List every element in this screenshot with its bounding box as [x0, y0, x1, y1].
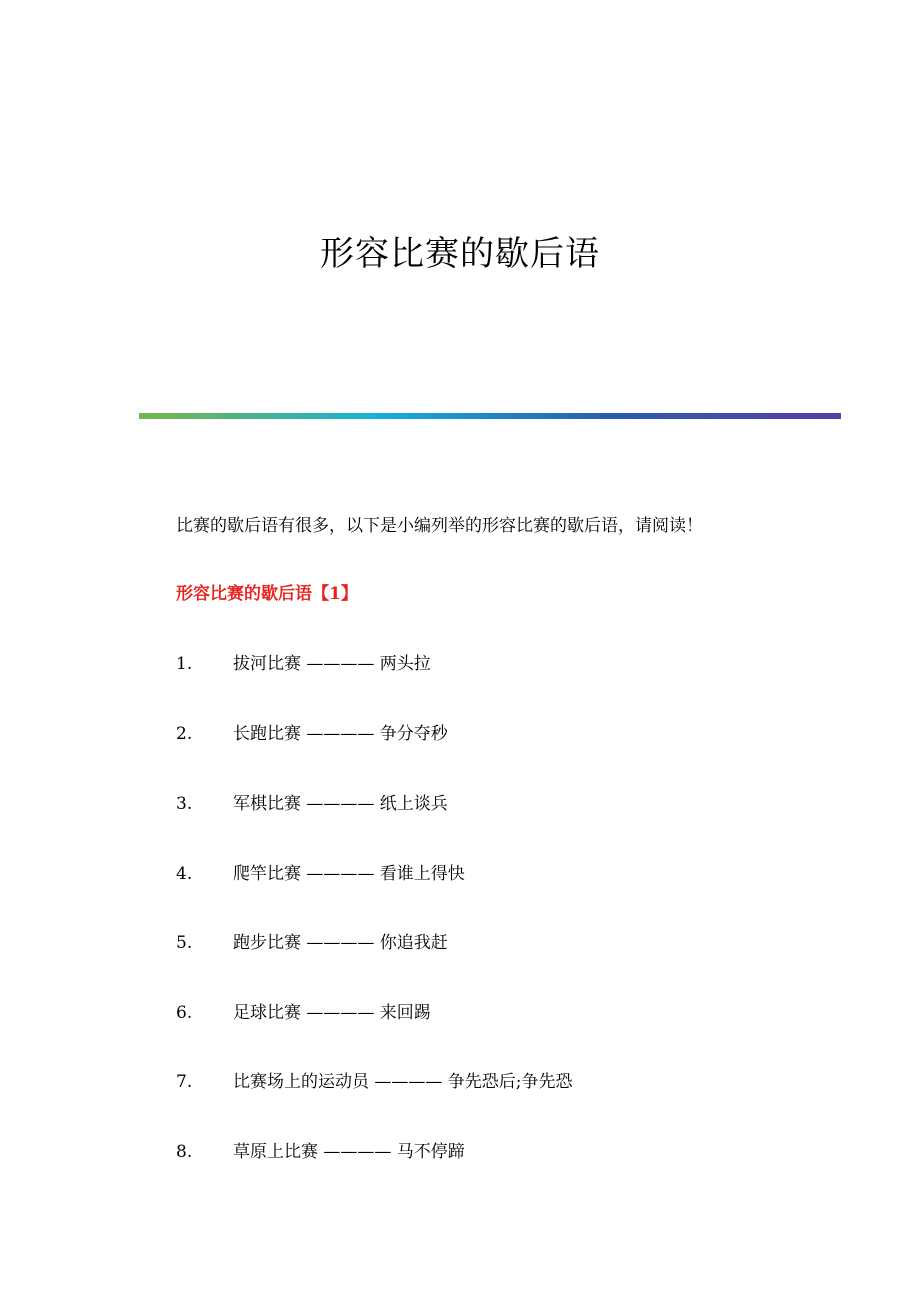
- list-item: [176, 720, 448, 748]
- list-item-number: 8.: [176, 1142, 193, 1162]
- list-item-text: 爬竿比赛 ———— 看谁上得快: [233, 864, 465, 884]
- list-item-text: 草原上比赛 ———— 马不停蹄: [233, 1142, 465, 1162]
- page-title: 形容比赛的歇后语: [320, 234, 600, 274]
- title-divider: [139, 413, 841, 419]
- section-heading: 形容比赛的歇后语【1】: [176, 584, 358, 604]
- list-item-number: 4.: [176, 864, 193, 884]
- list-item-number: 3.: [176, 794, 193, 814]
- list-item: [176, 1138, 465, 1166]
- list-item: [176, 650, 431, 678]
- list-item-text: 军棋比赛 ———— 纸上谈兵: [233, 794, 448, 814]
- list-item-number: 5.: [176, 933, 193, 953]
- list-item: [176, 790, 448, 818]
- list-item-text: 比赛场上的运动员 ———— 争先恐后;争先恐: [233, 1072, 573, 1092]
- list-item-number: 6.: [176, 1003, 193, 1023]
- list-item-text: 足球比赛 ———— 来回踢: [233, 1003, 431, 1023]
- list-item: [176, 860, 465, 888]
- list-item-number: 2.: [176, 724, 193, 744]
- list-item-number: 7.: [176, 1072, 193, 1092]
- list-item-number: 1.: [176, 654, 193, 674]
- list-item: [176, 929, 448, 957]
- list-item: [176, 1068, 573, 1096]
- intro-paragraph: 比赛的歇后语有很多，以下是小编列举的形容比赛的歇后语，请阅读！: [176, 516, 703, 536]
- list-item-text: 长跑比赛 ———— 争分夺秒: [233, 724, 448, 744]
- list-item-text: 跑步比赛 ———— 你追我赶: [233, 933, 448, 953]
- list-item-text: 拔河比赛 ———— 两头拉: [233, 654, 431, 674]
- list-item: [176, 999, 431, 1027]
